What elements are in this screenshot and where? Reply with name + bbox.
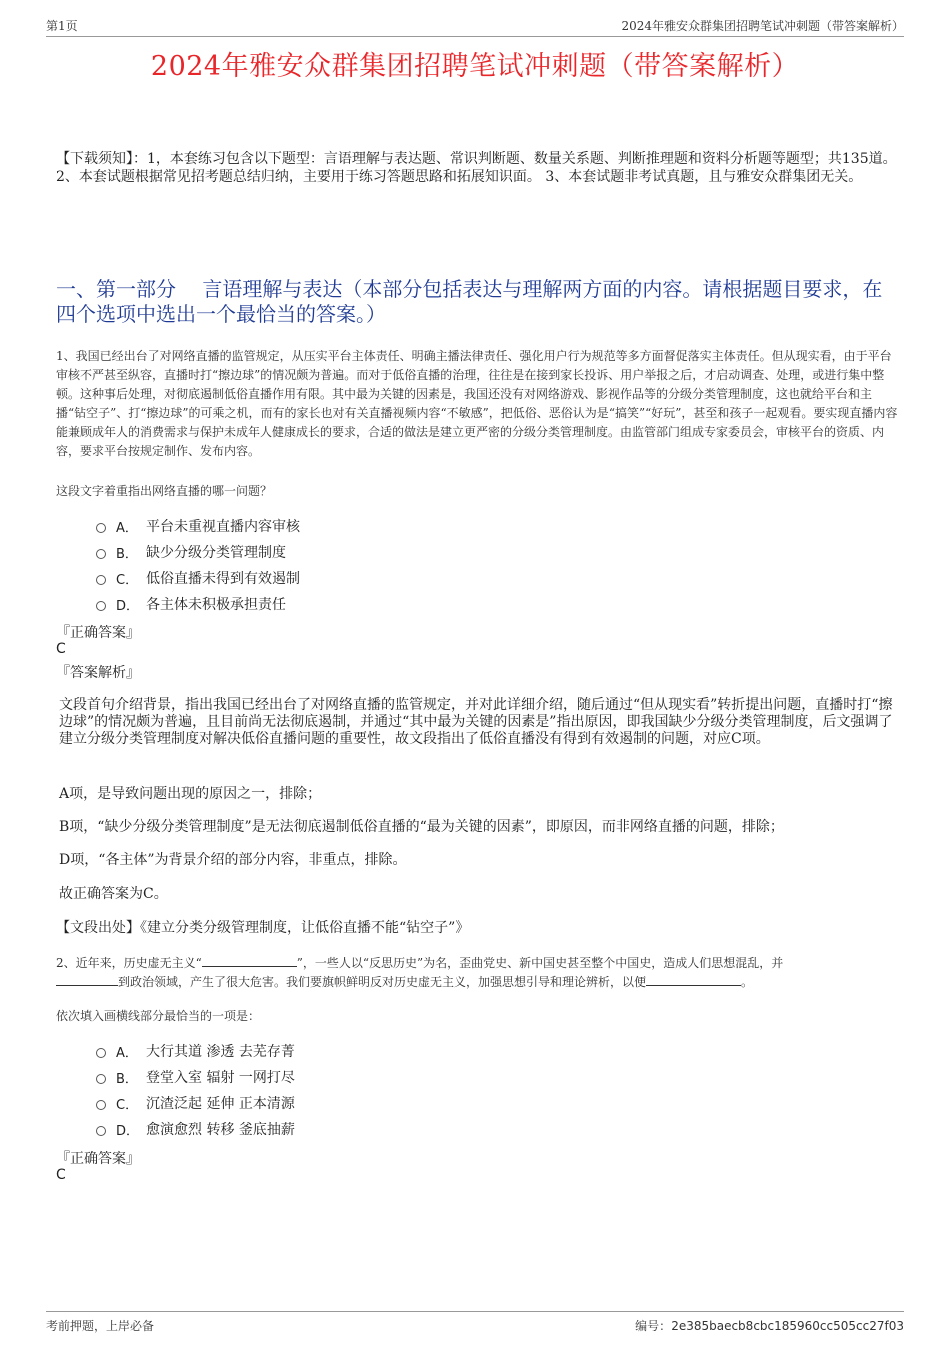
header-doc-title: 2024年雅安众群集团招聘笔试冲刺题（带答案解析） — [621, 19, 904, 33]
option-text: 各主体未积极承担责任 — [146, 597, 286, 613]
option-letter: D． — [116, 598, 140, 614]
option-c[interactable] — [96, 565, 696, 591]
correct-answer: C — [56, 1167, 66, 1183]
option-text: 登堂入室 辐射 一网打尽 — [146, 1070, 295, 1086]
blank-2 — [56, 973, 118, 986]
footer-slogan: 考前押题，上岸必备 — [46, 1319, 155, 1333]
radio-button-icon[interactable] — [96, 1126, 106, 1136]
section-title: 一、第一部分 言语理解与表达（本部分包括表达与理解两方面的内容。请根据题目要求，在四个选项中选出一个最恰当的答案。） — [56, 277, 883, 326]
radio-button-icon[interactable] — [96, 1100, 106, 1110]
code-value: 2e385baecb8cbc185960cc505cc27f03 — [671, 1319, 904, 1333]
blank-1 — [202, 954, 297, 967]
question-2-text — [56, 954, 902, 992]
passage-source: 【文段出处】《建立分类分级管理制度，让低俗直播不能“钻空子”》 — [56, 920, 470, 936]
question-2-part-2: ”，一些人以“反思历史”为名，歪曲党史、新中国史甚至整个中国史，造成人们思想混乱，并 — [296, 956, 784, 970]
code-label: 编号： — [635, 1319, 672, 1333]
question-2-part-4: 。 — [741, 975, 754, 989]
question-1-options — [96, 513, 696, 617]
radio-button-icon[interactable] — [96, 1048, 106, 1058]
radio-button-icon[interactable] — [96, 1074, 106, 1084]
option-d[interactable] — [96, 591, 696, 617]
question-2-prompt: 依次填入画横线部分最恰当的一项是： — [56, 1009, 261, 1023]
page-header — [46, 14, 904, 37]
option-letter: C． — [116, 1097, 139, 1113]
blank-3 — [646, 973, 741, 986]
option-d[interactable] — [96, 1116, 696, 1142]
radio-button-icon[interactable] — [96, 601, 106, 611]
analysis-option-a: A项，是导致问题出现的原因之一，排除； — [59, 786, 322, 802]
option-a[interactable] — [96, 513, 696, 539]
option-letter: C． — [116, 572, 139, 588]
analysis-label: 『答案解析』 — [56, 665, 140, 681]
option-letter: A． — [116, 520, 138, 536]
download-notice: 【下载须知】：1，本套练习包含以下题型：言语理解与表达题、常识判断题、数量关系题、判断推理题和资料分析题等题型；共135道。 2、本套试题根据常见招考题总结归纳，主要用于练习答题思路和拓展知识面。 3、本套试题非考试真题，且与雅安众群集团无关。 — [56, 151, 897, 185]
option-letter: A． — [116, 1045, 138, 1061]
question-1-text: 1、我国已经出台了对网络直播的监管规定，从压实平台主体责任、明确主播法律责任、强化用户行为规范等多方面督促落实主体责任。但从现实看，由于平台审核不严甚至纵容，直播时打“擦边球”的情况颇为普遍。而对于低俗直播的治理，往往是在接到家长投诉、用户举报之后，才启动调查、处理，或进行集中整顿。这种事后处理，对彻底遏制低俗直播作用有限。其中最为关键的因素是，我国还没有对网络游戏、影视作品等的分级分类管理制度，这也就给平台和主播“钻空子”、打“擦边球”的可乘之机，而有的家长也对有关直播视频内容“不敏感”，把低俗、恶俗认为是“搞笑”“好玩”，甚至和孩子一起观看。要实现直播内容能兼顾成年人的消费需求与保护未成年人健康成长的要求，合适的做法是建立更严密的分级分类管理制度。由监管部门组成专家委员会，审核平台的资质、内容，要求平台按规定制作、发布内容。 — [56, 349, 898, 458]
option-b[interactable] — [96, 539, 696, 565]
document-code — [635, 1317, 904, 1334]
option-letter: D． — [116, 1123, 140, 1139]
analysis-option-b: B项，“缺少分级分类管理制度”是无法彻底遏制低俗直播的“最为关键的因素”，即原因，而非网络直播的问题，排除； — [59, 819, 784, 835]
option-text: 平台未重视直播内容审核 — [146, 519, 300, 535]
option-text: 愈演愈烈 转移 釜底抽薪 — [146, 1122, 295, 1138]
option-text: 低俗直播未得到有效遏制 — [146, 571, 300, 587]
option-letter: B． — [116, 1071, 138, 1087]
option-text: 沉渣泛起 延伸 正本清源 — [146, 1096, 295, 1112]
option-b[interactable] — [96, 1064, 696, 1090]
radio-button-icon[interactable] — [96, 575, 106, 585]
question-2-part-1: 2、近年来，历史虚无主义“ — [56, 956, 202, 970]
correct-answer: C — [56, 641, 66, 657]
radio-button-icon[interactable] — [96, 523, 106, 533]
question-2-options — [96, 1038, 696, 1142]
analysis-paragraph: 文段首句介绍背景，指出我国已经出台了对网络直播的监管规定，并对此详细介绍，随后通过“但从现实看”转折提出问题，直播时打“擦边球”的情况颇为普遍，且目前尚无法彻底遏制，并通过“其中最为关键的因素是”指出原因，即我国缺少分级分类管理制度，后文强调了建立分级分类管理制度对解决低俗直播问题的重要性，故文段指出了低俗直播没有得到有效遏制的问题，对应C项。 — [59, 697, 893, 747]
question-2-part-3: 到政治领域，产生了很大危害。我们要旗帜鲜明反对历史虚无主义，加强思想引导和理论辨析，以便 — [118, 975, 647, 989]
page-number: 第1页 — [46, 19, 78, 33]
page-footer — [46, 1311, 904, 1334]
analysis-conclusion: 故正确答案为C。 — [59, 886, 168, 902]
correct-answer-label: 『正确答案』 — [56, 1151, 140, 1167]
correct-answer-label: 『正确答案』 — [56, 625, 140, 641]
document-title: 2024年雅安众群集团招聘笔试冲刺题（带答案解析） — [150, 51, 800, 82]
option-c[interactable] — [96, 1090, 696, 1116]
option-text: 大行其道 渗透 去芜存菁 — [146, 1044, 295, 1060]
question-1-prompt: 这段文字着重指出网络直播的哪一问题？ — [56, 484, 273, 498]
radio-button-icon[interactable] — [96, 549, 106, 559]
analysis-option-d: D项，“各主体”为背景介绍的部分内容，非重点，排除。 — [59, 852, 407, 868]
option-letter: B． — [116, 546, 138, 562]
option-text: 缺少分级分类管理制度 — [146, 545, 286, 561]
option-a[interactable] — [96, 1038, 696, 1064]
